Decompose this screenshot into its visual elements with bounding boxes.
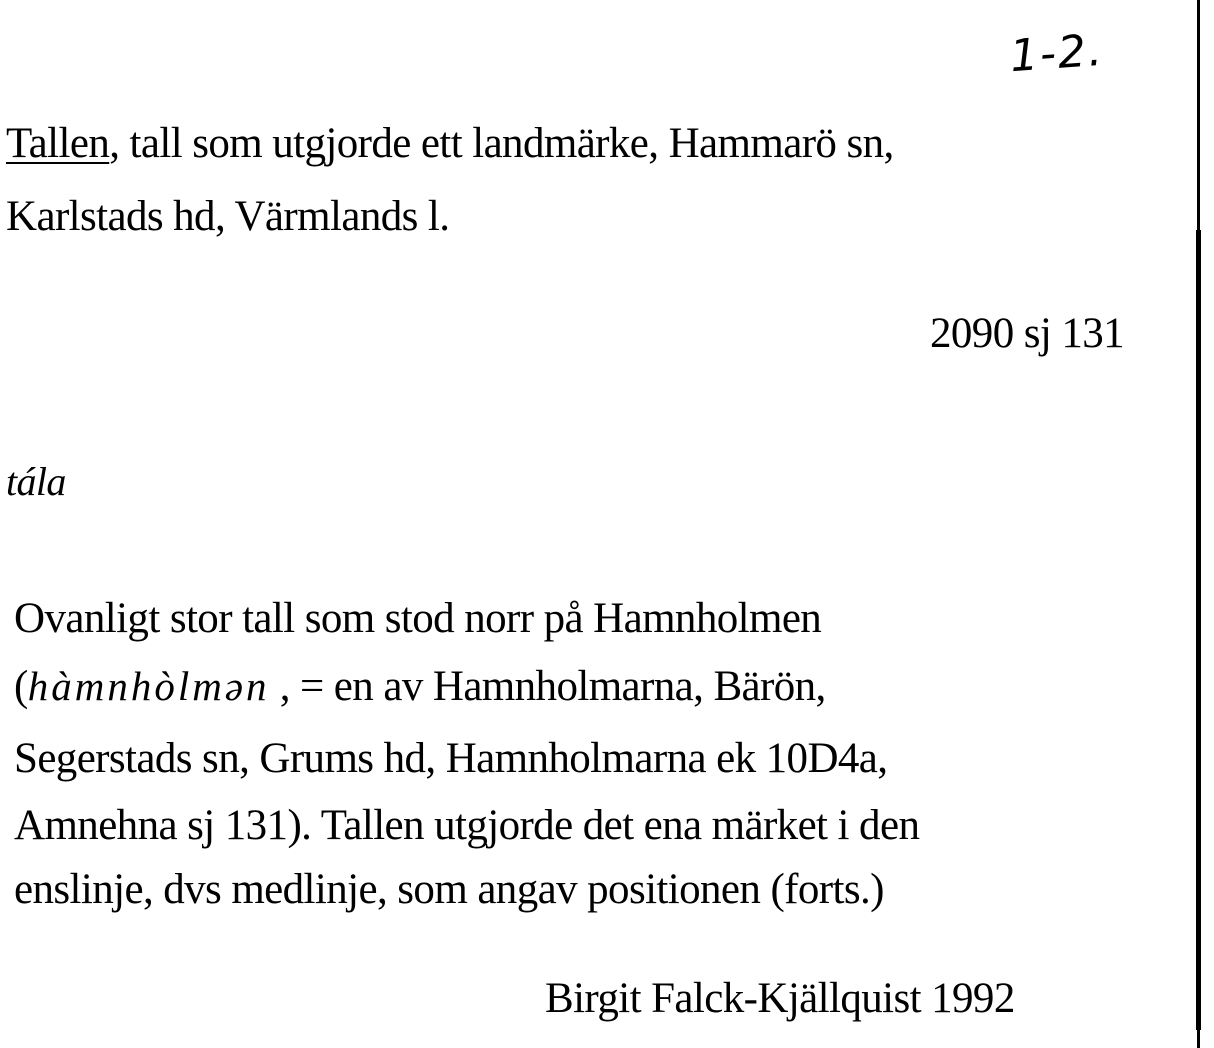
open-paren: ( xyxy=(14,663,28,710)
signature: Birgit Falck-Kjällquist 1992 xyxy=(545,975,1015,1022)
headline-line-1 xyxy=(6,122,894,165)
headline-line-2: Karlstads hd, Värmlands l. xyxy=(6,193,450,240)
body-line-2 xyxy=(14,665,826,708)
phonetic-transcription: hàmnhòlmən xyxy=(27,663,270,709)
map-reference: 2090 sj 131 xyxy=(930,310,1125,357)
body-line-5: enslinje, dvs medlinje, som angav positionen (forts.) xyxy=(14,866,884,913)
card-edge-shadow xyxy=(1196,230,1201,1030)
body-line-3: Segerstads sn, Grums hd, Hamnholmarna ek 10D4a, xyxy=(14,735,888,782)
headline-description: , tall som utgjorde ett landmärke, Hammarö sn, xyxy=(109,120,894,167)
dialect-form: tála xyxy=(6,459,66,504)
body-line-4: Amnehna sj 131). Tallen utgjorde det ena märket i den xyxy=(14,802,920,849)
card-number: 1-2. xyxy=(1008,24,1106,83)
body-line-1: Ovanligt stor tall som stod norr på Hamnholmen xyxy=(14,595,822,642)
body-line-2-rest: , = en av Hamnholmarna, Bärön, xyxy=(269,663,826,710)
place-name: Tallen xyxy=(6,120,110,167)
